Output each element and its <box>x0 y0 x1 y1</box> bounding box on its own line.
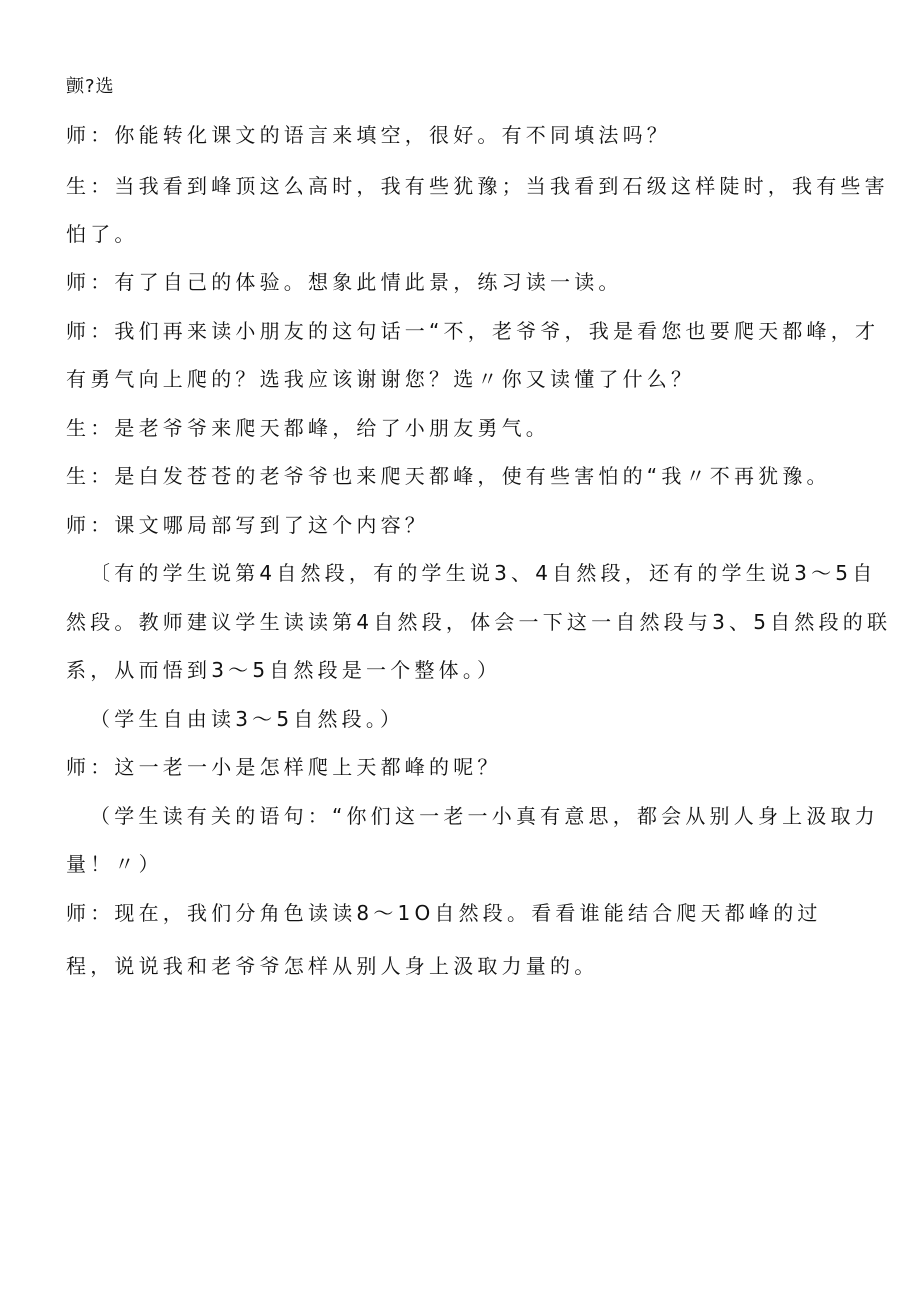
text-line: 师：课文哪局部写到了这个内容？ <box>66 513 429 537</box>
text-line: 然段。教师建议学生读读第4自然段，体会一下这一自然段与3、5自然段的联 <box>66 610 892 634</box>
text-line: 颤?选 <box>66 76 115 97</box>
text-line: 生：是老爷爷来爬天都峰，给了小朋友勇气。 <box>66 416 550 440</box>
text-line: 生：当我看到峰顶这么高时，我有些犹豫；当我看到石级这样陡时，我有些害 <box>66 174 889 198</box>
text-line: 师：这一老一小是怎样爬上天都峰的呢？ <box>66 755 502 779</box>
text-line: 有勇气向上爬的？选我应该谢谢您？选〃你又读懂了什么？ <box>66 367 696 391</box>
text-line: 系，从而悟到3～5自然段是一个整体。） <box>66 658 502 682</box>
text-line: （学生自由读3～5自然段。） <box>90 707 405 731</box>
text-line: 师：有了自己的体验。想象此情此景，练习读一读。 <box>66 270 623 294</box>
text-line: 量！〃） <box>66 852 163 876</box>
text-line: 程，说说我和老爷爷怎样从别人身上汲取力量的。 <box>66 954 599 978</box>
text-line: 师：我们再来读小朋友的这句话一“不，老爷爷，我是看您也要爬天都峰，才 <box>66 319 880 343</box>
text-line: （学生读有关的语句：“你们这一老一小真有意思，都会从别人身上汲取力 <box>90 804 879 828</box>
text-line: 师：你能转化课文的语言来填空，很好。有不同填法吗？ <box>66 123 671 147</box>
text-line: 〔有的学生说第4自然段，有的学生说3、4自然段，还有的学生说3～5自 <box>90 561 877 585</box>
text-line: 生：是白发苍苍的老爷爷也来爬天都峰，使有些害怕的“我〃不再犹豫。 <box>66 464 831 488</box>
text-line: 怕了。 <box>66 222 139 246</box>
text-line: 师：现在，我们分角色读读8～1O自然段。看看谁能结合爬天都峰的过 <box>66 901 822 925</box>
